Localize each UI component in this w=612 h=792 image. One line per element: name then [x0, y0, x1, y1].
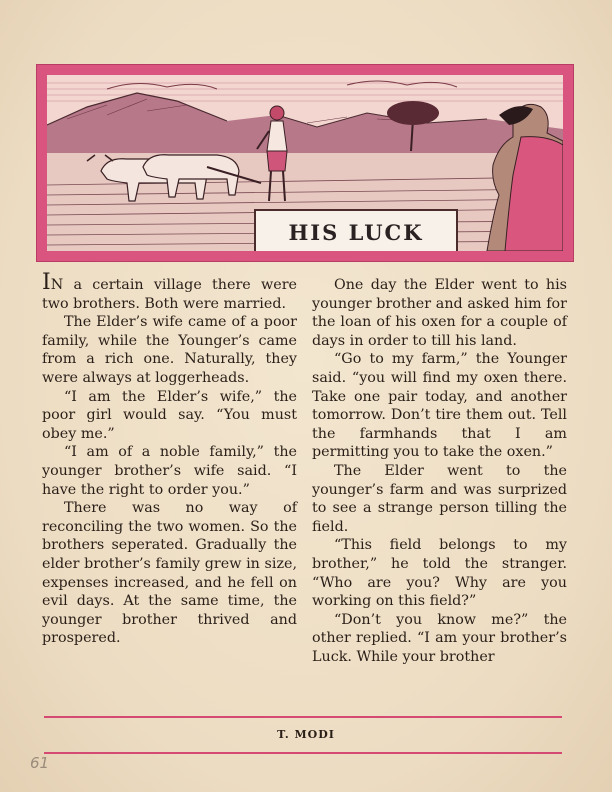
paragraph: The Elder’s wife came of a poor family, while the Younger’s came from a rich one. Naturally, they were always at loggerheads. — [42, 314, 297, 386]
illustration — [47, 75, 563, 251]
paragraph — [42, 270, 297, 313]
paragraph: “I am of a noble family,” the younger brother’s wife said. “I have the right to order you.” — [42, 444, 297, 498]
story-title: HIS LUCK — [288, 219, 424, 245]
paragraph: “Don’t you know me?” the other replied. “I am your brother’s Luck. While your brother — [312, 611, 567, 665]
paragraph: “This field belongs to my brother,” he told the stranger. “Who are you? Why are you working on this field?” — [312, 537, 567, 610]
left-column — [42, 270, 297, 648]
paragraph: The Elder went to the younger’s farm and was surprized to see a strange person tilling the field. — [312, 462, 567, 535]
page-number: 61 — [30, 754, 50, 772]
paragraph: “Go to my farm,” the Younger said. “you will find my oxen there. Take one pair today, and another tomorrow. Don’t tire them out. Tell the farmhands that I am permitting you to take the oxen.” — [312, 351, 567, 461]
dropcap: I — [42, 270, 51, 295]
divider-top — [44, 716, 562, 718]
paragraph: One day the Elder went to his younger brother and asked him for the loan of his oxen for a couple of days in order to till his land. — [312, 277, 567, 349]
paragraph: “I am the Elder’s wife,” the poor girl would say. “You must obey me.” — [42, 388, 297, 442]
author-credit: T. MODI — [277, 728, 335, 741]
illustration-banner — [36, 64, 574, 262]
paragraph: There was no way of reconciling the two women. So the brothers seperated. Gradually the elder brother’s family grew in size, expenses increased, and he fell on evil days. At the same time, the younger brother thrived and prospered. — [42, 500, 297, 647]
title-box — [254, 209, 458, 251]
divider-bottom — [44, 752, 562, 754]
paragraph-text: N a certain village there were two brothers. Both were married. — [42, 277, 297, 312]
right-column — [312, 276, 567, 666]
